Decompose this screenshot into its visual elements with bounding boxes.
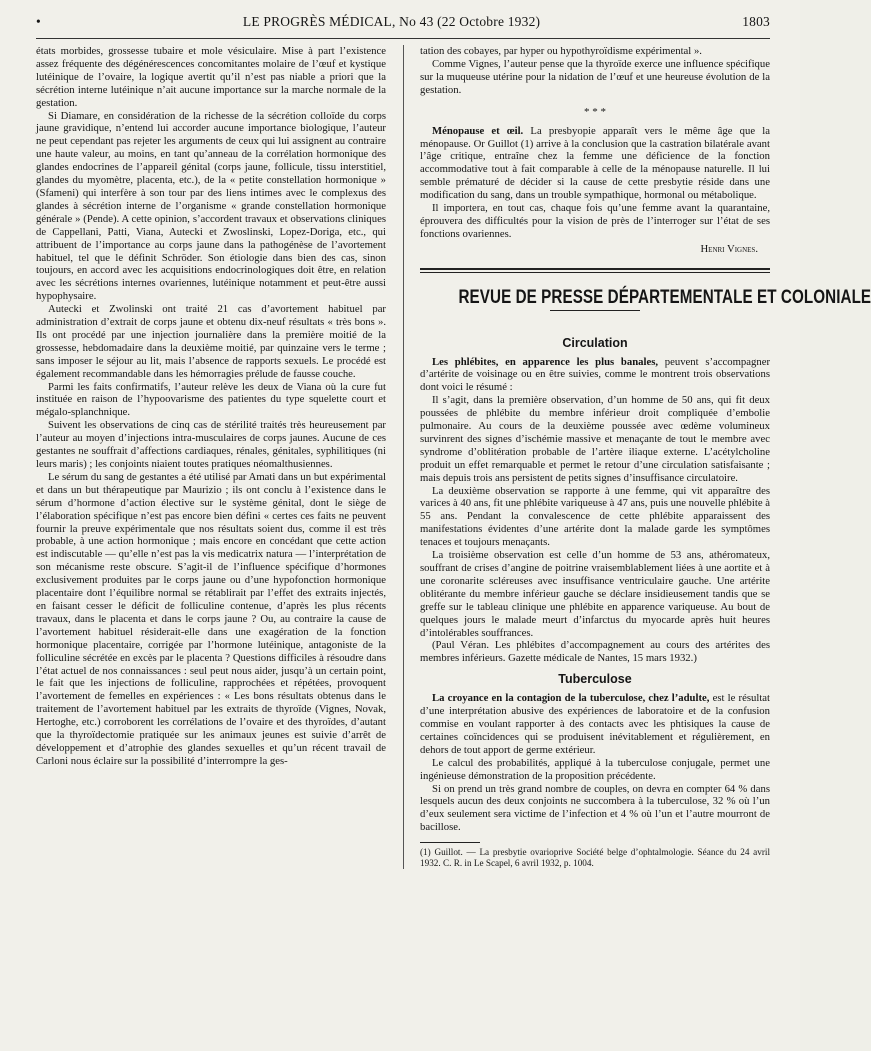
- tuberculose-paragraph: Le calcul des probabilités, appliqué à la tuberculose conjugale, permet une ingénieuse démonstration de la proposition précédente.: [420, 756, 770, 782]
- tuberculose-lead: [420, 692, 770, 757]
- circulation-heading: Circulation: [562, 335, 628, 350]
- footnote: (1) Guillot. — La presbytie ovarioprive Société belge d’ophtalmologie. Séance du 24 avril 1932. C. R. in Le Scapel, 6 avril 1932, p. 1004.: [420, 847, 770, 869]
- page-number: 1803: [742, 14, 770, 29]
- right-paragraph: Il importera, en tout cas, chaque fois qu’une femme avant la quarantaine, éprouvera des difficultés pour la vision de près de l’interroger sur l’état de ses fonctions ovariennes.: [420, 202, 770, 240]
- left-paragraph: Si Diamare, en considération de la richesse de la sécrétion colloïde du corps jaune gravidique, n’entend lui accorder aucune importance biologique, l’auteur ne peut cependant pas rejeter les arguments de ceux qui lui assignent au contraire une haute valeur, au moins, en tant qu’anneau de la corrélation hormonique des glandes endocrines de l’appareil génital (corps jaune, follicule, tissu interstitiel, glandes du myomètre, placenta, etc.), de la « petite constellation hormonique » (Sfameni) qui interfère à son tour par des liens intimes avec le complexus des glandes à sécrétion interne de l’organisme « grande constellation hormonique générale » (Pende). A cette opinion, s’accordent travaux et observations cliniques de Cappellani, Patti, Viana, Autecki et Zwoslinski, Lopez-Doriga, etc., qui attribuent de l’importance au corps jaune dans la pathogénèse de l’avortement habituel, tel que le définit Schröder. Son étiologie dans bien des cas, sinon toujours, en accord avec les acquisitions endocrinologiques doit être, en relation avec les sécrétions internes ovariennes, lutéinique notamment et peut-être aussi hypophysaire.: [36, 109, 386, 303]
- section-rule-thin: [420, 272, 770, 273]
- right-paragraph: tation des cobayes, par hyper ou hypothyroïdisme expérimental ».: [420, 45, 702, 57]
- menopause-title: Ménopause et œil.: [432, 124, 524, 137]
- two-column-body: [36, 45, 871, 869]
- left-paragraph: Le sérum du sang de gestantes a été utilisé par Amati dans un but expérimental et dans un but thérapeutique par Maurizio ; ils ont conclu à l’existence dans le sérum d’hormone d’action élective sur le système génital, dont le siège de l’élaboration spécifique n’est pas encore bien défini « certes ces faits ne peuvent fournir la preuve expérimentale que nos résultats soient dus, comme il est très probable, à une action hormonique ; mais encore en concédant que cette action est indiscutable — qu’elle n’est pas la vis medicatrix natura — l’interprétation de son mécanisme reste obscure. S’agit-il de l’influence spécifique d’hormones exclusivement produites par le corps jaune ou d’une hypofonction hormonique placentaire dont l’équilibre normal se rétablirait par l’effet des extraits injectés, en faisant cesser le déficit de folliculine contenue, d’après les plus récents travaux, dans le placenta et dans le corps jaune ? Ou, au contraire la cause de l’avortement habituel résiderait-elle dans une exagération de la fonction hormonique placentaire, corrigée par l’hormone lutéinique, antagoniste de la folliculine sécrétée en excès par le placenta ? Questions difficiles à résoudre dans l’état actuel de nos connaissances : seul peut nous aider, jusqu’à un certain point, le fait que les injections de folliculine, rapprochées et répétées, provoquent l’avortement de femelles en expériences : « Les bons résultats obtenus dans le traitement de l’avortement habituel par les extraits de thyroïde (Vignes, Novak, Hertoghe, etc.) corroborent les corrélations de l’ovaire et des thyroïdes, d’autant que la thyroïdectomie pratiquée sur les animaux jeunes est suivie d’arrêt de développement et d’atrophie des glandes sexuelles et qu’un récent travail de Carloni nous éclaire sur la possibilité d’interrompre la ges-: [36, 470, 386, 767]
- tuberculose-heading: Tuberculose: [558, 672, 632, 687]
- left-column: [36, 45, 386, 869]
- running-header: [36, 14, 770, 36]
- short-rule: [550, 310, 640, 311]
- left-paragraph: états morbides, grossesse tubaire et mole vésiculaire. Mise à part l’existence assez fréquente des dégénérescences concomitantes molaire de l’œuf et kystique lutéinique de l’ovaire, la logique avertit qu’il n’est pas niable a priori que la sécrétion interne lutéinique n’ait aucune importance sur la marche normale de la gestation.: [36, 45, 386, 109]
- circulation-paragraph: La troisième observation est celle d’un homme de 53 ans, athéromateux, souffrant de crises d’angine de poitrine vraisemblablement liées à une aortite et à une coronarite scléreuses avec insuffisance ventriculaire gauche. Une artérite oblitérante du membre inférieur gauche se déclare insidieusement tandis que se greffe sur le tableau clinique une phlébite en apparence variqueuse. Au bout de quelques jours le malade meurt d’infarctus du myocarde après huit heures d’intolérables souffrances.: [420, 549, 770, 639]
- header-title: LE PROGRÈS MÉDICAL, No 43 (22 Octobre 1932): [242, 14, 541, 29]
- circulation-lead-title: Les phlébites, en apparence les plus banales,: [432, 355, 659, 368]
- header-rule: [36, 38, 770, 39]
- left-paragraph: Suivent les observations de cinq cas de stérilité traités très heureusement par l’auteur au moyen d’injections intra-musculaires de corps jaunes. Aucune de ces gestantes ne souffrait d’affections cardiaques, rénales, génitales, syphilitiques (ni leurs maris) ; les conjoints niaient toutes pratiques néomalthusiennes.: [36, 419, 386, 470]
- circulation-paragraph: Il s’agit, dans la première observation, d’un homme de 50 ans, qui fit deux poussées de phlébite du membre inférieur droit compliquée d’embolie pulmonaire. Au cours de la deuxième poussée avec œdème volumineux survinrent des signes d’ischémie massive et menaçante de tout le membre avec syndrome d’oblitération probable de l’artère iliaque externe. L’acétylcholine produit un effet remarquable et permet le retour d’une circulation satisfaisante ; mais depuis trois ans persistent de petits signes d’insuffisance circulatoire.: [420, 394, 770, 484]
- header-left-mark: •: [36, 14, 41, 29]
- left-paragraph: Autecki et Zwolinski ont traité 21 cas d’avortement habituel par administration d’extrait de corps jaune et obtenu dix-neuf résultats « très bons ». Ils ont procédé par une injection journalière dans la première moitié de la grossesse, hebdomadaire dans la deuxième moitié, par quinzaine vers le terme ; sans imposer le séjour au lit, mais l’absence de rapports sexuels. Le procédé est également recommandable dans les hémorragies prélude de fausse couche.: [36, 303, 386, 380]
- section-title: REVUE DE PRESSE DÉPARTEMENTALE ET COLONIALE: [458, 285, 871, 308]
- circulation-paragraph: La deuxième observation se rapporte à une femme, qui vit apparaître des varices à 40 ans, fit une phlébite variqueuse à 47 ans, puis une nouvelle phlébite à 55 ans. Pendant la convalescence de cette phlébite apparaissent des manifestations évidentes d’une artérite dont la malade garde les symptômes tenaces et toujours menaçants.: [420, 484, 770, 549]
- right-paragraph: Comme Vignes, l’auteur pense que la thyroïde exerce une influence spécifique sur la muqueuse utérine pour la nidation de l’œuf et une heureuse évolution de la gestation.: [420, 57, 770, 96]
- menopause-text: La presbyopie apparaît vers le même âge que la ménopause. Or Guillot (1) arrive à la conclusion que la castration bilatérale avant l’âge critique, entraîne chez la femme une déficience de la fonction accommodative tout à fait comparable à celle de la ménopause naturelle. Il lui semble prématuré de décider si la cause de cette presbytie réside dans une modification du sang, dans un trouble sympathique, hormonal ou métabolique.: [420, 124, 770, 202]
- footnote-rule: [420, 842, 480, 843]
- circulation-lead: [420, 356, 770, 395]
- column-divider: [403, 45, 404, 869]
- section-rule-thick: [420, 268, 770, 270]
- menopause-paragraph: [420, 125, 770, 202]
- asterism-separator: * * *: [584, 105, 606, 118]
- tuberculose-lead-title: La croyance en la contagion de la tuberculose, chez l’adulte,: [432, 692, 710, 705]
- author-signature: Henri Vignes.: [700, 242, 758, 255]
- circulation-reference: (Paul Véran. Les phlébites d’accompagnement au cours des artérites des membres inférieurs. Gazette médicale de Nantes, 15 mars 1932.): [420, 639, 770, 665]
- left-paragraph: Parmi les faits confirmatifs, l’auteur relève les deux de Viana où la cure fut instituée en raison de l’hypoovarisme des patientes du type squelette court et mégalo-splanchnique.: [36, 380, 386, 419]
- tuberculose-paragraph: Si on prend un très grand nombre de couples, on devra en compter 64 % dans lesquels aucun des deux conjoints ne succombera à la tuberculose, 32 % où l’un d’eux seulement sera victime de l’infection et 4 % où l’un et l’autre mourront de bacillose.: [420, 782, 770, 834]
- tuberculose-lead-rest: est le résultat d’une interprétation abusive des expériences de laboratoire et de la confusion commise en voulant rapporter à des contacts avec les phtisiques la cause de certaines coïncidences qui se produisent inévitablement et régulièrement, en dehors de tout apport de germe extérieur.: [420, 692, 770, 756]
- right-column: [420, 45, 871, 869]
- circulation-lead-rest: peuvent s’accompagner d’artérite de voisinage ou en être suivies, comme le montrent trois observations dont voici le résumé :: [420, 355, 771, 394]
